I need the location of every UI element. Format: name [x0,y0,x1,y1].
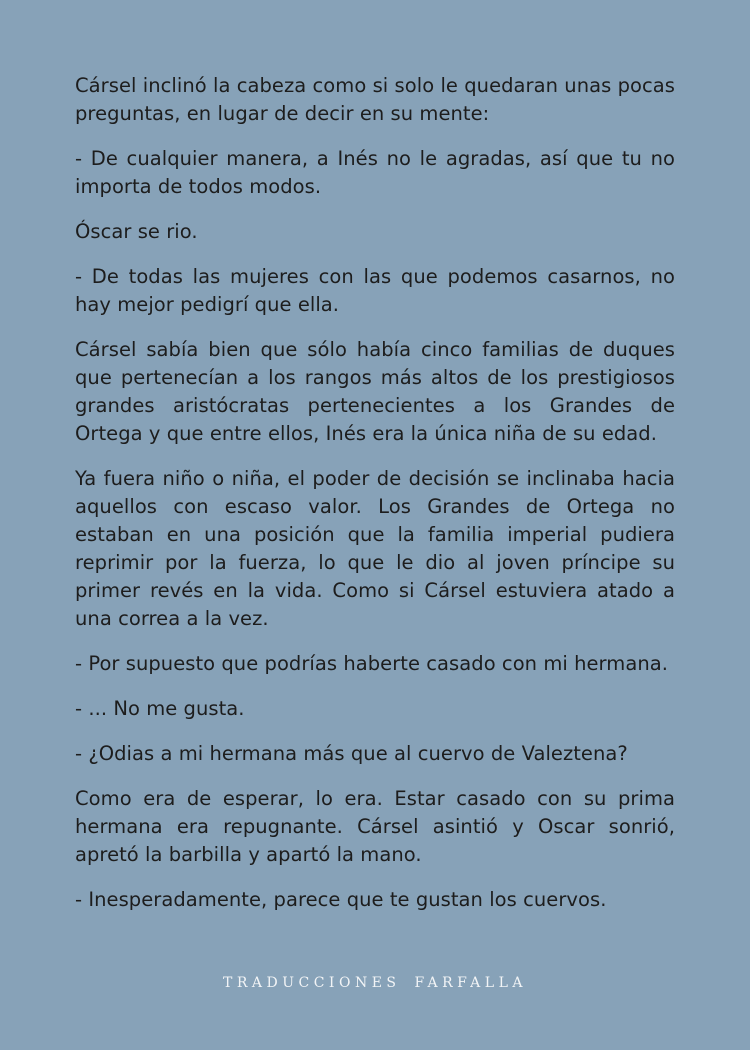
document-body [75,72,675,931]
page-footer [0,975,750,991]
paragraph: Ya fuera niño o niña, el poder de decisión se inclinaba hacia aquellos con escaso valor. Los Grandes de Ortega no estaban en una posición que la familia imperial pudiera reprimir por la fuerza, lo que le dio al joven príncipe su primer revés en la vida. Como si Cársel estuviera atado a una correa a la vez. [75,467,675,630]
paragraph: Óscar se rio. [75,220,198,243]
paragraph: - De todas las mujeres con las que podemos casarnos, no hay mejor pedigrí que ella. [75,265,675,316]
paragraph: - ¿Odias a mi hermana más que al cuervo de Valeztena? [75,742,628,765]
footer-word-farfalla: FARFALLA [414,975,527,991]
paragraph: Cársel sabía bien que sólo había cinco familias de duques que pertenecían a los rangos más altos de los prestigiosos grandes aristócratas pertenecientes a los Grandes de Ortega y que entre ellos, Inés era la única niña de su edad. [75,338,675,445]
paragraph: - De cualquier manera, a Inés no le agradas, así que tu no importa de todos modos. [75,147,675,198]
paragraph: - ... No me gusta. [75,697,245,720]
footer-word-traducciones: TRADUCCIONES [223,975,401,991]
paragraph: - Por supuesto que podrías haberte casado con mi hermana. [75,652,668,675]
paragraph: Cársel inclinó la cabeza como si solo le quedaran unas pocas preguntas, en lugar de decir en su mente: [75,74,675,125]
paragraph: - Inesperadamente, parece que te gustan los cuervos. [75,888,607,911]
paragraph: Como era de esperar, lo era. Estar casado con su prima hermana era repugnante. Cársel asintió y Oscar sonrió, apretó la barbilla y apartó la mano. [75,787,675,866]
